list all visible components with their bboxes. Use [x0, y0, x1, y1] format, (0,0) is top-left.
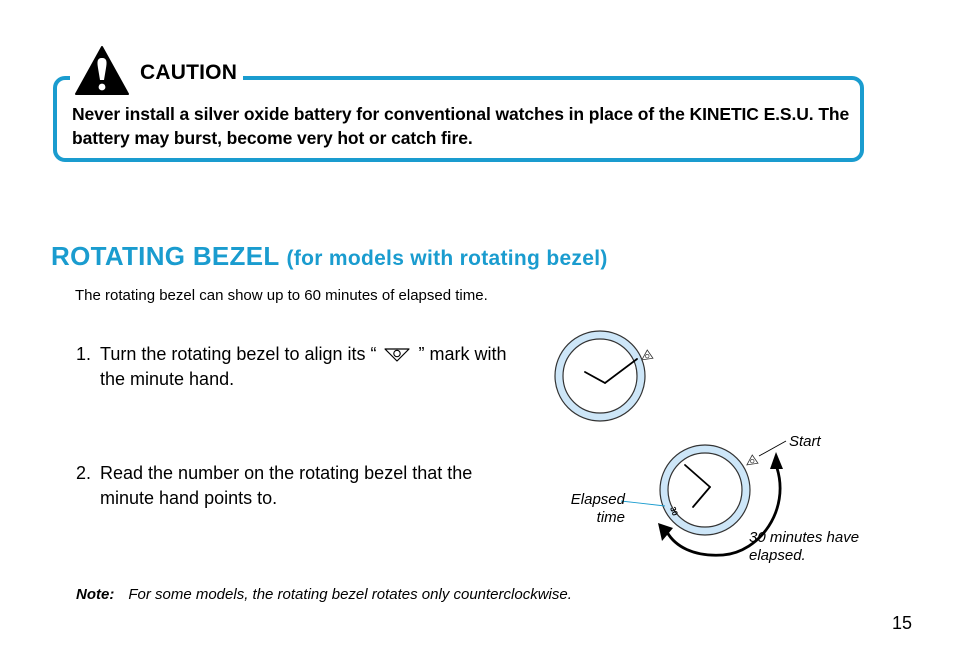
warning-icon: [74, 45, 130, 102]
step-1: [76, 342, 521, 392]
step-text-after: ” mark with the minute hand.: [100, 344, 507, 389]
caution-text: Never install a silver oxide battery for conventional watches in place of the KINETIC E.S.U. The battery may burst, become very hot or catch fire.: [72, 104, 850, 148]
watch-before: [555, 331, 653, 421]
intro-text: The rotating bezel can show up to 60 minutes of elapsed time.: [75, 287, 488, 304]
section-title-sub: (for models with rotating bezel): [286, 247, 608, 270]
section-title: [51, 241, 608, 272]
step-2: [76, 461, 521, 511]
page-number: 15: [892, 613, 913, 633]
step-text-before: Turn the rotating bezel to align its “: [100, 344, 377, 364]
label-elapsed-time: Elapsed time: [570, 491, 625, 526]
elapsed-leader-line: [621, 501, 665, 506]
arrow-tail-mark: [770, 452, 783, 469]
note-text: For some models, the rotating bezel rotates only counterclockwise.: [128, 586, 572, 603]
note-label: Note:: [76, 586, 115, 603]
caution-header: [70, 45, 243, 101]
start-leader-line: [759, 441, 786, 456]
label-30-minutes: 30 minutes have elapsed.: [749, 529, 860, 564]
step-number: 2.: [76, 463, 92, 483]
bezel-mark-icon: [382, 345, 412, 361]
section-title-main: ROTATING BEZEL: [51, 241, 280, 271]
step-text: Read the number on the rotating bezel that the minute hand points to.: [100, 463, 473, 508]
step-number: 1.: [76, 344, 92, 364]
caution-title: CAUTION: [140, 61, 238, 84]
label-start: Start: [789, 433, 821, 450]
note: [76, 586, 572, 603]
bezel-number-30: 30: [668, 505, 680, 518]
bezel-mark-icon: [744, 455, 758, 469]
watch-after: [660, 445, 758, 535]
